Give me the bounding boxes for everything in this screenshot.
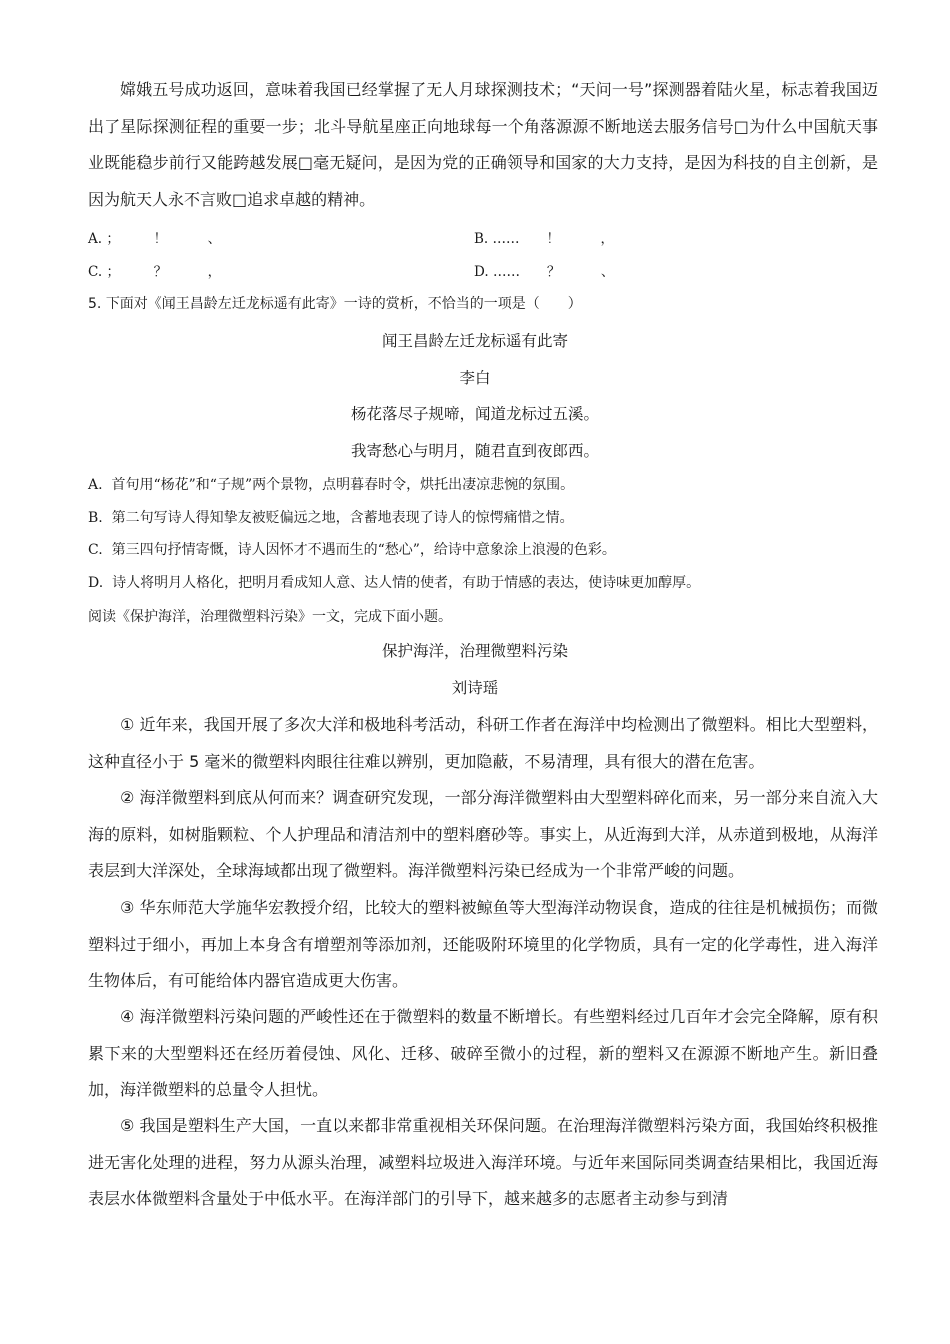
question-text: 下面对《闻王昌龄左迁龙标遥有此寄》一诗的赏析，不恰当的一项是（ ）: [105, 296, 582, 312]
option-label: C.: [88, 542, 103, 558]
q4-option-d[interactable]: [474, 262, 614, 282]
question-number: 5.: [88, 296, 102, 312]
option-text: 首句用“杨花”和“子规”两个景物，点明暮春时令，烘托出凄凉悲惋的氛围。: [111, 477, 575, 493]
article-paragraph-4: ④ 海洋微塑料污染问题的严峻性还在于微塑料的数量不断增长。有些塑料经过几百年才会完全降解，原有积累下来的大型塑料还在经历着侵蚀、风化、迁移、破碎至微小的过程，新的塑料又在源源不断地产生。新旧叠加，海洋微塑料的总量令人担忧。: [88, 1007, 878, 1099]
article-paragraph-5: ⑤ 我国是塑料生产大国，一直以来都非常重视相关环保问题。在治理海洋微塑料污染方面，我国始终积极推进无害化处理的进程，努力从源头治理，减塑料垃圾进入海洋环境。与近年来国际同类调查结果相比，我国近海表层水体微塑料含量处于中低水平。在海洋部门的引导下，越来越多的志愿者主动参与到清: [88, 1116, 878, 1208]
option-label: D.: [88, 575, 104, 591]
option-label: C.: [88, 264, 103, 280]
poem-title: 闻王昌龄左迁龙标遥有此寄: [381, 332, 568, 350]
option-label: A.: [88, 231, 103, 247]
q4-option-a[interactable]: [88, 229, 221, 249]
passage-intro: 嫦娥五号成功返回，意味着我国已经掌握了无人月球探测技术；“天问一号”探测器着陆火星，标志着我国迈出了星际探测征程的重要一步；北斗导航星座正向地球每一个角落源源不断地送去服务信号□为什么中国航天事业既能稳步前行又能跨越发展□毫无疑问，是因为党的正确领导和国家的大力支持，是因为科技的自主创新，是因为航天人永不言败□追求卓越的精神。: [88, 80, 878, 209]
option-label: A.: [88, 477, 103, 493]
q5-option-b[interactable]: [88, 508, 878, 528]
option-text: 第三四句抒情寄慨，诗人因怀才不遇而生的“愁心”，给诗中意象涂上浪漫的色彩。: [111, 542, 616, 558]
poem-author: 李白: [459, 369, 491, 387]
option-text: …… ？ 、: [492, 264, 615, 280]
option-text: 诗人将明月人格化，把明月看成知人意、达人情的使者，有助于情感的表达，使诗味更加醇厚。: [112, 575, 701, 591]
option-label: D.: [474, 264, 489, 280]
option-text: ； ？ ，: [106, 264, 222, 280]
option-label: B.: [474, 231, 489, 247]
q4-option-c[interactable]: [88, 262, 221, 282]
article-paragraph-2: ② 海洋微塑料到底从何而来？调查研究发现，一部分海洋微塑料由大型塑料碎化而来，另一部分来自流入大海的原料，如树脂颗粒、个人护理品和清洁剂中的塑料磨砂等。事实上，从近海到大洋，从赤道到极地，从海洋表层到大洋深处，全球海域都出现了微塑料。海洋微塑料污染已经成为一个非常严峻的问题。: [88, 788, 878, 880]
article-title: 保护海洋，治理微塑料污染: [381, 642, 568, 660]
article-author: 刘诗瑶: [451, 679, 499, 697]
option-text: …… ！ ，: [492, 231, 615, 247]
option-label: B.: [88, 510, 103, 526]
option-text: 第二句写诗人得知挚友被贬偏远之地，含蓄地表现了诗人的惊愕痛惜之情。: [111, 510, 574, 526]
reading-instruction: 阅读《保护海洋，治理微塑料污染》一文，完成下面小题。: [88, 609, 452, 625]
q5-option-c[interactable]: [88, 540, 878, 560]
poem-line-2: 我寄愁心与明月，随君直到夜郎西。: [350, 442, 599, 460]
poem-line-1: 杨花落尽子规啼，闻道龙标过五溪。: [350, 405, 599, 423]
q5-option-d[interactable]: [88, 573, 878, 593]
q5-option-a[interactable]: [88, 475, 878, 495]
option-text: ； ！ 、: [106, 231, 222, 247]
q4-option-b[interactable]: [474, 229, 614, 249]
q5-stem: [88, 294, 878, 314]
article-paragraph-3: ③ 华东师范大学施华宏教授介绍，比较大的塑料被鲸鱼等大型海洋动物误食，造成的往往是机械损伤；而微塑料过于细小，再加上本身含有增塑剂等添加剂，还能吸附环境里的化学物质，具有一定的化学毒性，进入海洋生物体后，有可能给体内器官造成更大伤害。: [88, 898, 878, 990]
article-paragraph-1: ① 近年来，我国开展了多次大洋和极地科考活动，科研工作者在海洋中均检测出了微塑料。相比大型塑料，这种直径小于 5 毫米的微塑料肉眼往往难以辨别，更加隐蔽，不易清理，具有很大的潜在危害。: [88, 715, 878, 771]
